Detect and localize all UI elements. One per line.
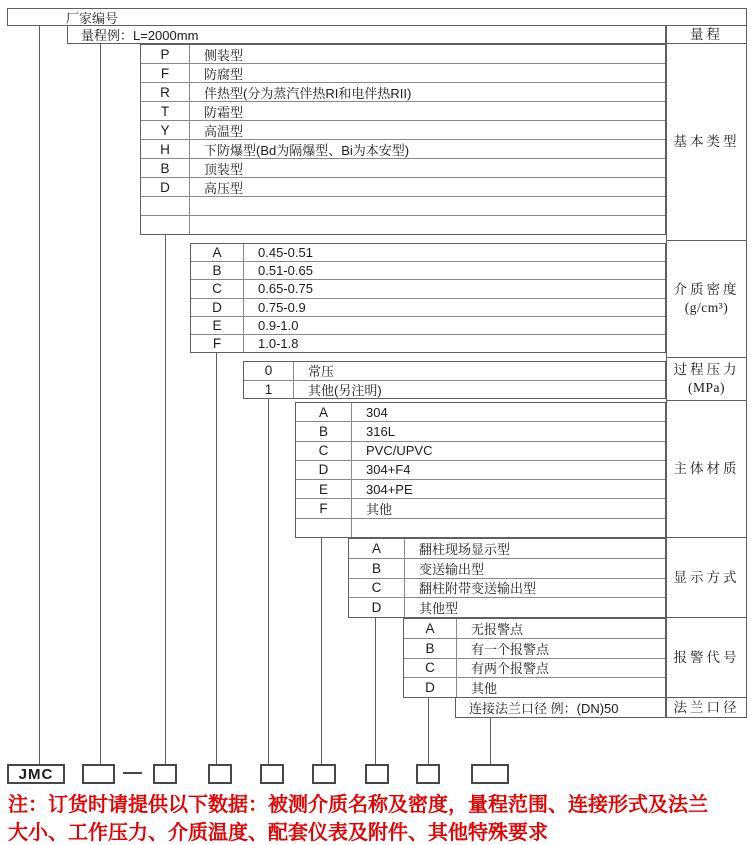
- code-cell: F: [296, 499, 352, 517]
- flange-size-row: [455, 697, 666, 718]
- desc-cell: PVC/UPVC: [366, 443, 433, 459]
- basic-type-row: [141, 120, 665, 139]
- code-cell: A: [349, 539, 405, 558]
- flange-size-text: 连接法兰口径 例：(DN)50: [469, 701, 619, 716]
- desc-cell: 316L: [366, 423, 395, 439]
- pressure-row: [244, 362, 665, 380]
- basic-type-row: [141, 139, 665, 158]
- manufacturer-code-label: 厂家编号: [66, 10, 119, 26]
- desc-cell: 0.9-1.0: [258, 317, 299, 333]
- desc-cell: 下防爆型(Bd为隔爆型、Bi为本安型): [204, 142, 410, 158]
- manufacturer-code-row: [7, 8, 747, 26]
- connector-line: [100, 43, 101, 764]
- desc-cell: 其他型: [419, 601, 459, 617]
- desc-cell: 0.75-0.9: [258, 299, 306, 315]
- ordering-note-line1: 注：订货时请提供以下数据：被测介质名称及密度，量程范围、连接形式及法兰: [8, 794, 708, 816]
- connector-line: [216, 352, 217, 764]
- desc-cell: 伴热型(分为蒸汽伴热RI和电伴热RII): [204, 85, 412, 101]
- side-label-pressure-line2: (MPa): [688, 380, 725, 395]
- code-cell: D: [404, 678, 457, 697]
- desc-cell: 防霜型: [204, 104, 244, 120]
- desc-cell: 304: [366, 404, 388, 420]
- display-mode-row: [349, 578, 665, 598]
- display-mode-row: [349, 558, 665, 578]
- alarm-row: [404, 619, 665, 638]
- code-box-flange: [471, 764, 509, 784]
- desc-cell: 0.45-0.51: [258, 245, 313, 261]
- material-row: [296, 479, 665, 498]
- desc-cell: 翻柱现场显示型: [419, 541, 511, 557]
- code-box-alarm: [416, 764, 440, 784]
- code-cell: C: [404, 659, 457, 678]
- alarm-row: [404, 658, 665, 678]
- connector-line: [165, 234, 166, 764]
- desc-cell: 无报警点: [471, 621, 524, 637]
- desc-cell: [190, 216, 665, 234]
- model-prefix-box: [7, 764, 65, 784]
- desc-cell: 其他(另注明): [308, 382, 382, 398]
- code-cell: A: [404, 619, 457, 638]
- basic-type-row: [141, 45, 665, 63]
- material-table: [295, 402, 666, 538]
- density-row: [191, 279, 665, 297]
- connector-line: [375, 617, 376, 764]
- code-cell: Y: [141, 121, 190, 139]
- density-row: [191, 244, 665, 261]
- side-label-density-line2: (g/cm³): [684, 300, 729, 315]
- code-box-basic-type: [153, 764, 177, 784]
- density-table: [190, 243, 666, 353]
- display-mode-table: [348, 538, 666, 618]
- code-cell: D: [191, 299, 244, 316]
- code-box-pressure: [260, 764, 284, 784]
- side-label-material: [666, 400, 747, 538]
- basic-type-row: [141, 158, 665, 177]
- side-label-density-line1: 介质密度: [673, 282, 740, 297]
- connector-line: [490, 717, 491, 764]
- side-label-flange-text: 法兰口径: [673, 699, 740, 715]
- code-cell: [141, 216, 190, 234]
- side-label-basic-type-text: 基本类型: [673, 134, 740, 149]
- density-row: [191, 298, 665, 316]
- basic-type-row: [141, 82, 665, 101]
- display-mode-row: [349, 539, 665, 558]
- basic-type-row-empty: [141, 196, 665, 215]
- code-cell: D: [349, 598, 405, 617]
- material-row: [296, 460, 665, 479]
- code-cell: C: [191, 280, 244, 297]
- code-cell: D: [141, 178, 190, 196]
- code-cell: [141, 197, 190, 215]
- code-cell: A: [191, 244, 244, 261]
- display-mode-row: [349, 597, 665, 617]
- desc-cell: 0.65-0.75: [258, 281, 313, 297]
- ordering-note: [8, 791, 748, 845]
- density-row: [191, 316, 665, 334]
- material-row: [296, 421, 665, 440]
- code-box-material: [312, 764, 336, 784]
- material-row: [296, 403, 665, 421]
- side-label-flange: [666, 697, 747, 718]
- density-row: [191, 334, 665, 352]
- code-cell: E: [191, 317, 244, 334]
- code-box-range: [82, 764, 115, 784]
- dash-separator: [123, 772, 142, 774]
- desc-cell: 顶装型: [204, 161, 244, 177]
- code-cell: F: [191, 335, 244, 352]
- desc-cell: 高温型: [204, 123, 244, 139]
- code-cell: D: [296, 461, 352, 479]
- desc-cell: [352, 519, 665, 537]
- ordering-note-line2: 大小、工作压力、介质温度、配套仪表及附件、其他特殊要求: [8, 822, 548, 844]
- connector-line: [428, 697, 429, 764]
- alarm-row: [404, 677, 665, 697]
- code-cell: B: [191, 262, 244, 279]
- desc-cell: 有两个报警点: [471, 661, 550, 677]
- desc-cell: 304+PE: [366, 481, 413, 497]
- code-cell: B: [141, 159, 190, 177]
- code-box-density: [208, 764, 232, 784]
- code-cell: B: [296, 422, 352, 440]
- range-example-text: 量程例：L=2000mm: [81, 28, 199, 43]
- code-cell: [296, 519, 352, 537]
- code-cell: H: [141, 140, 190, 158]
- code-cell: C: [296, 442, 352, 460]
- desc-cell: 0.51-0.65: [258, 263, 313, 279]
- code-cell: P: [141, 45, 190, 63]
- desc-cell: 有一个报警点: [471, 641, 550, 657]
- code-cell: 0: [244, 362, 294, 380]
- connector-line: [39, 25, 40, 764]
- basic-type-row: [141, 177, 665, 196]
- side-label-display-mode: [666, 537, 747, 618]
- material-row-empty: [296, 518, 665, 537]
- desc-cell: 1.0-1.8: [258, 335, 299, 351]
- desc-cell: 其他: [471, 681, 498, 697]
- model-prefix-text: JMC: [18, 765, 54, 783]
- desc-cell: 防腐型: [204, 66, 244, 82]
- desc-cell: [190, 197, 665, 215]
- basic-type-table: [140, 44, 666, 235]
- pressure-table: [243, 361, 666, 399]
- side-label-pressure: [666, 357, 747, 401]
- desc-cell: 变送输出型: [419, 561, 485, 577]
- material-row: [296, 441, 665, 460]
- desc-cell: 高压型: [204, 180, 244, 196]
- code-cell: T: [141, 102, 190, 120]
- pressure-row: [244, 380, 665, 399]
- desc-cell: 304+F4: [366, 462, 411, 478]
- side-label-alarm-text: 报警代号: [673, 649, 740, 665]
- side-label-display-mode-text: 显示方式: [673, 569, 740, 585]
- code-cell: E: [296, 480, 352, 498]
- material-row: [296, 498, 665, 517]
- side-label-alarm: [666, 617, 747, 698]
- desc-cell: 其他: [366, 502, 393, 518]
- code-box-display-mode: [365, 764, 389, 784]
- connector-line: [321, 537, 322, 764]
- side-label-density: [666, 240, 747, 358]
- side-label-range: [666, 25, 747, 44]
- basic-type-row: [141, 101, 665, 120]
- alarm-row: [404, 638, 665, 658]
- code-cell: R: [141, 83, 190, 101]
- desc-cell: 翻柱附带变送输出型: [419, 581, 537, 597]
- desc-cell: 侧装型: [204, 47, 244, 63]
- side-label-range-text: 量程: [690, 26, 723, 42]
- connector-line: [268, 398, 269, 764]
- side-label-basic-type: [666, 43, 747, 241]
- side-label-pressure-line1: 过程压力: [673, 362, 740, 377]
- desc-cell: 常压: [308, 364, 335, 380]
- code-cell: B: [349, 559, 405, 578]
- basic-type-row-empty: [141, 215, 665, 234]
- code-cell: A: [296, 403, 352, 421]
- side-label-material-text: 主体材质: [673, 461, 740, 476]
- code-cell: 1: [244, 381, 294, 399]
- code-cell: F: [141, 64, 190, 82]
- code-cell: C: [349, 579, 405, 598]
- density-row: [191, 261, 665, 279]
- range-example-row: [67, 25, 666, 44]
- alarm-table: [403, 618, 666, 698]
- code-cell: B: [404, 639, 457, 658]
- basic-type-row: [141, 63, 665, 82]
